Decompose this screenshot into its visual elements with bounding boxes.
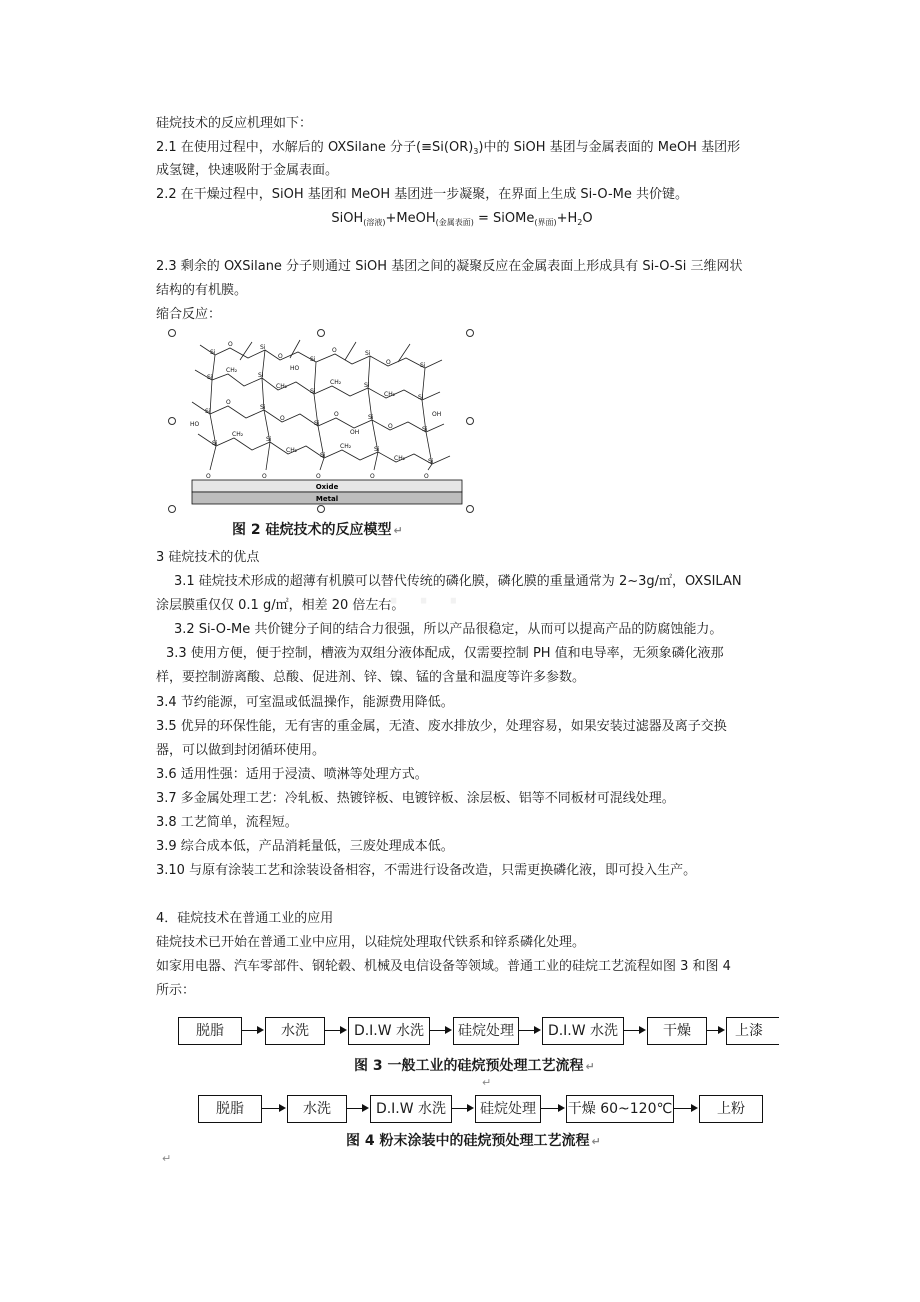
intro-line: 硅烷技术的反应机理如下： xyxy=(156,116,313,131)
flow4-arrow xyxy=(452,1108,472,1109)
svg-text:Si: Si xyxy=(210,349,216,356)
para-3-6: 3.6 适用性强：适用于浸渍、喷淋等处理方式。 xyxy=(156,767,428,782)
svg-text:Si: Si xyxy=(420,362,426,369)
flow4-step-water-rinse: 水洗 xyxy=(287,1095,347,1123)
svg-text:HO: HO xyxy=(190,421,200,428)
flow4-step-silane-treatment: 硅烷处理 xyxy=(475,1095,541,1123)
para-3-10: 3.10 与原有涂装工艺和涂装设备相容，不需进行设备改造，只需更换磷化液，即可投入生产。 xyxy=(156,863,697,878)
figure-2-caption: 图 2 硅烷技术的反应模型 ↵ xyxy=(232,522,403,538)
flow3-arrow xyxy=(325,1030,345,1031)
flow4-step-diw-rinse: D.I.W 水洗 xyxy=(370,1095,452,1123)
svg-text:O: O xyxy=(386,359,391,366)
svg-text:CH₂: CH₂ xyxy=(226,367,238,374)
para-2-3-cont: 结构的有机膜。 xyxy=(156,283,248,298)
resize-handle-tl[interactable] xyxy=(168,329,176,337)
svg-text:O: O xyxy=(262,473,267,480)
svg-text:Si: Si xyxy=(260,344,266,351)
flow4-arrow xyxy=(541,1108,563,1109)
para-3-1: 3.1 硅烷技术形成的超薄有机膜可以替代传统的磷化膜，磷化膜的重量通常为 2~3g/㎡，OXSILAN xyxy=(174,574,742,589)
figure-3-caption: 图 3 一般工业的硅烷预处理工艺流程 ↵ xyxy=(354,1058,595,1074)
para-4-2: 如家用电器、汽车零部件、钢轮毂、机械及电信设备等领域。普通工业的硅烷工艺流程如图 3 和图 4 xyxy=(156,959,731,974)
svg-text:O: O xyxy=(228,341,233,348)
metal-layer-label: Metal xyxy=(315,495,339,503)
svg-text:Si: Si xyxy=(422,426,428,433)
svg-text:Si: Si xyxy=(365,350,371,357)
flow3-step-degrease: 脱脂 xyxy=(178,1017,242,1045)
flow4-step-degrease: 脱脂 xyxy=(198,1095,262,1123)
svg-text:Si: Si xyxy=(205,408,211,415)
para-3-5-cont: 器，可以做到封闭循环使用。 xyxy=(156,743,326,758)
para-4-1: 硅烷技术已开始在普通工业中应用，以硅烷处理取代铁系和锌系磷化处理。 xyxy=(156,935,586,950)
para-3-5: 3.5 优异的环保性能，无有害的重金属，无渣、废水排放少，处理容易，如果安装过滤器及离子交换 xyxy=(156,719,727,734)
flow3-step-diw-rinse: D.I.W 水洗 xyxy=(348,1017,430,1045)
flow3-arrow xyxy=(624,1030,644,1031)
figure-4-caption: 图 4 粉末涂装中的硅烷预处理工艺流程 ↵ xyxy=(346,1133,601,1149)
svg-text:O: O xyxy=(316,473,321,480)
svg-text:Si: Si xyxy=(368,414,374,421)
svg-text:Si: Si xyxy=(320,452,326,459)
paragraph-mark: ↵ xyxy=(482,1076,492,1089)
para-3-3: 3.3 使用方便，便于控制，槽液为双组分液体配成，仅需要控制 PH 值和电导率，无须象磷化液那 xyxy=(166,646,724,661)
para-3-3-cont: 样，要控制游离酸、总酸、促进剂、锌、镍、锰的含量和温度等许多参数。 xyxy=(156,670,586,685)
svg-text:Si: Si xyxy=(428,458,434,465)
svg-text:Si: Si xyxy=(418,394,424,401)
section-3-heading: 3 硅烷技术的优点 xyxy=(156,550,260,565)
reaction-model-figure[interactable] xyxy=(170,330,476,516)
svg-text:O: O xyxy=(334,411,339,418)
resize-handle-tr[interactable] xyxy=(466,329,474,337)
svg-text:OH: OH xyxy=(432,411,442,418)
svg-text:O: O xyxy=(226,399,231,406)
flow3-arrow xyxy=(430,1030,450,1031)
svg-text:O: O xyxy=(280,415,285,422)
svg-text:CH₂: CH₂ xyxy=(340,443,352,450)
svg-text:CH₂: CH₂ xyxy=(232,431,244,438)
para-3-4: 3.4 节约能源，可室温或低温操作，能源费用降低。 xyxy=(156,695,454,710)
svg-text:Si: Si xyxy=(314,420,320,427)
svg-text:Si: Si xyxy=(374,446,380,453)
flow3-arrow xyxy=(707,1030,723,1031)
resize-handle-tc[interactable] xyxy=(317,329,325,337)
svg-text:Si: Si xyxy=(212,440,218,447)
flow3-arrow xyxy=(519,1030,539,1031)
flow4-arrow xyxy=(347,1108,367,1109)
flow4-arrow xyxy=(262,1108,284,1109)
resize-handle-mr[interactable] xyxy=(466,417,474,425)
svg-text:OH: OH xyxy=(350,429,360,436)
para-2-2: 2.2 在干燥过程中，SiOH 基团和 MeOH 基团进一步凝聚，在界面上生成 Si-O-Me 共价键。 xyxy=(156,187,688,202)
flow4-step-powder: 上粉 xyxy=(699,1095,763,1123)
svg-text:O: O xyxy=(370,473,375,480)
para-3-2: 3.2 Si-O-Me 共价键分子间的结合力很强，所以产品很稳定，从而可以提高产品的防腐蚀能力。 xyxy=(174,622,723,637)
svg-text:Si: Si xyxy=(310,356,316,363)
svg-text:Si: Si xyxy=(258,372,264,379)
resize-handle-bl[interactable] xyxy=(168,505,176,513)
equation: SiOH$_{(溶液)}$+MeOH$_{(金属表面)}$ = $SiOMe_{(界面)}+H_2O$ xyxy=(331,211,593,227)
flow3-step-water-rinse: 水洗 xyxy=(265,1017,325,1045)
svg-text:Si: Si xyxy=(364,382,370,389)
para-3-1-cont: 涂层膜重仅仅 0.1 g/㎡，相差 20 倍左右。 xyxy=(156,598,405,613)
section-4-heading: 4．硅烷技术在普通工业的应用 xyxy=(156,911,334,926)
flow3-arrow xyxy=(242,1030,262,1031)
condensation-label: 缩合反应： xyxy=(156,307,222,322)
flow4-arrow xyxy=(674,1108,696,1109)
svg-text:CH₂: CH₂ xyxy=(276,383,288,390)
paragraph-mark-end: ↵ xyxy=(162,1152,172,1165)
svg-text:CH₂: CH₂ xyxy=(330,379,342,386)
svg-text:O: O xyxy=(332,347,337,354)
para-3-9: 3.9 综合成本低，产品消耗量低，三废处理成本低。 xyxy=(156,839,454,854)
para-2-3: 2.3 剩余的 OXSilane 分子则通过 SiOH 基团之间的凝聚反应在金属表面上形成具有 Si-O-Si 三维网状 xyxy=(156,259,743,274)
para-3-8: 3.8 工艺简单，流程短。 xyxy=(156,815,298,830)
svg-text:O: O xyxy=(206,473,211,480)
svg-text:CH₂: CH₂ xyxy=(384,391,396,398)
flow3-step-paint: 上漆 xyxy=(726,1017,779,1045)
resize-handle-ml[interactable] xyxy=(168,417,176,425)
flow3-step-diw-rinse-2: D.I.W 水洗 xyxy=(542,1017,624,1045)
watermark: · · · xyxy=(388,584,464,619)
oxide-layer-label: Oxide xyxy=(315,483,339,491)
flow3-step-dry: 干燥 xyxy=(647,1017,707,1045)
flow4-step-dry: 干燥 60~120℃ xyxy=(566,1095,674,1123)
svg-text:HO: HO xyxy=(290,365,300,372)
svg-text:O: O xyxy=(278,353,283,360)
resize-handle-br[interactable] xyxy=(466,505,474,513)
svg-text:Si: Si xyxy=(266,436,272,443)
svg-text:O: O xyxy=(424,473,429,480)
svg-text:CH₂: CH₂ xyxy=(394,455,406,462)
svg-text:O: O xyxy=(388,423,393,430)
svg-text:Si: Si xyxy=(310,388,316,395)
para-2-1-cont: 成氢键，快速吸附于金属表面。 xyxy=(156,163,339,178)
para-2-1: 2.1 在使用过程中，水解后的 OXSilane 分子$(\equiv Si(OR)_3)$中的 SiOH 基团与金属表面的 MeOH 基团形 xyxy=(156,140,741,156)
svg-text:Si: Si xyxy=(207,374,213,381)
para-4-2-cont: 所示： xyxy=(156,983,196,998)
resize-handle-bc[interactable] xyxy=(317,505,325,513)
svg-text:Si: Si xyxy=(260,404,266,411)
molecule-network-diagram xyxy=(170,330,476,516)
para-3-7: 3.7 多金属处理工艺：冷轧板、热镀锌板、电镀锌板、涂层板、铝等不同板材可混线处理。 xyxy=(156,791,675,806)
svg-text:CH₂: CH₂ xyxy=(286,447,298,454)
flow3-step-silane-treatment: 硅烷处理 xyxy=(453,1017,519,1045)
